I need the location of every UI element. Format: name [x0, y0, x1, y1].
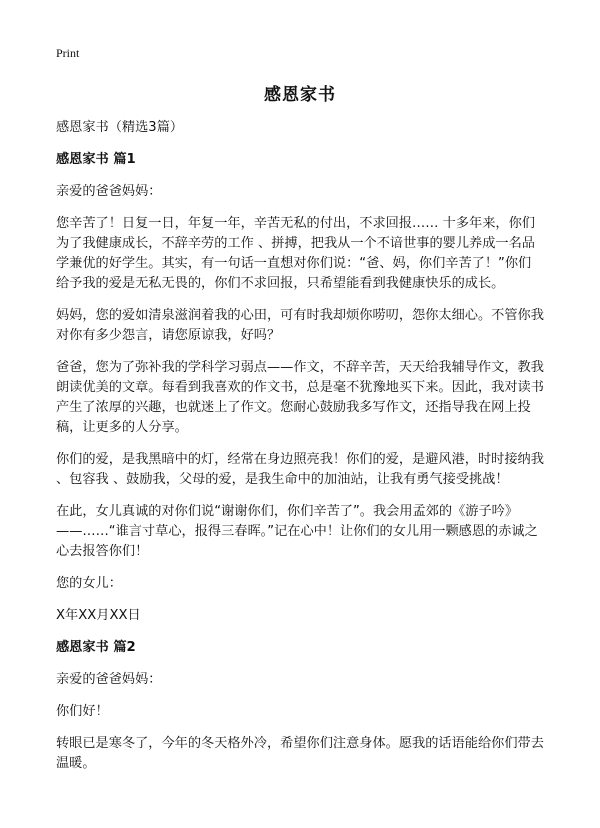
salutation: 亲爱的爸爸妈妈：	[56, 672, 162, 687]
document-subtitle: 感恩家书（精选3篇）	[56, 120, 184, 135]
print-link[interactable]: Print	[56, 46, 80, 60]
section-heading: 感恩家书 篇2	[56, 640, 136, 655]
greeting: 你们好！	[56, 704, 109, 719]
body-paragraph: 转眼已是寒冬了，今年的冬天格外冷，希望你们注意身体。愿我的话语能给你们带去温暖。	[56, 736, 544, 771]
salutation: 亲爱的爸爸妈妈：	[56, 184, 162, 199]
body-paragraph: 在此，女儿真诚的对你们说“谢谢你们，你们辛苦了”。我会用孟郊的《游子吟》——……“谁言寸草心，报得三春晖。”记在心中！让你们的女儿用一颗感恩的赤诚之心去报答你们！	[56, 504, 538, 559]
letter-section-1	[56, 150, 544, 626]
date-line: X年XX月XX日	[56, 608, 141, 623]
body-paragraph: 你们的爱，是我黑暗中的灯，经常在身边照亮我！你们的爱，是避风港，时时接纳我 、包容我 、鼓励我，父母的爱，是我生命中的加油站，让我有勇气接受挑战！	[56, 452, 544, 487]
document-body	[56, 118, 544, 786]
body-paragraph: 爸爸，您为了弥补我的学科学习弱点——作文，不辞辛苦，天天给我辅导作文，教我朗读优美的文章。每看到我喜欢的作文书，总是毫不犹豫地买下来。因此，我对读书产生了浓厚的兴趣，也就迷上了作文。您耐心鼓励我多写作文，还指导我在网上投稿，让更多的人分享。	[56, 360, 544, 435]
letter-section-2	[56, 638, 544, 774]
section-heading: 感恩家书 篇1	[56, 152, 136, 167]
signature: 您的女儿：	[56, 576, 122, 591]
body-paragraph: 妈妈，您的爱如清泉滋润着我的心田，可有时我却烦你唠叨，怨你太细心。不管你我对你有多少怨言，请您原谅我，好吗？	[56, 308, 544, 343]
body-paragraph: 您辛苦了！日复一日，年复一年，辛苦无私的付出，不求回报…… 十多年来，你们为了我健康成长，不辞辛劳的工作 、拼搏，把我从一个不谙世事的婴儿养成一名品学兼优的好学生。其实，有一句话一直想对你们说：“爸、妈，你们辛苦了！”你们给予我的爱是无私无畏的，你们不求回报，只希望能看到我健康快乐的成长。	[56, 216, 535, 291]
document-title: 感恩家书	[264, 85, 336, 105]
